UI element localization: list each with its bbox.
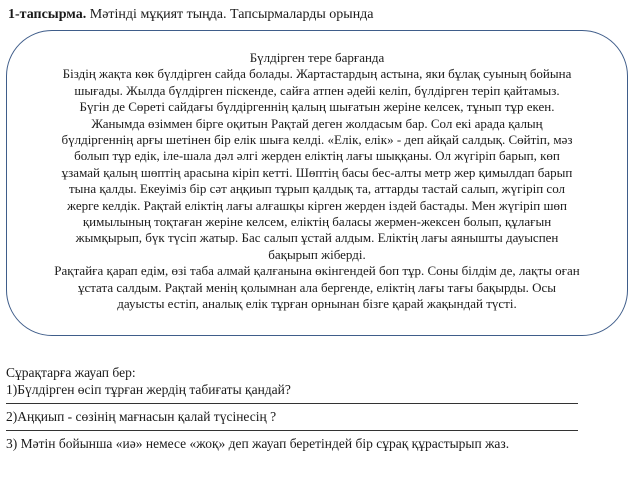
story-line: жерге келдік. Рақтай еліктің лағы алғашқы кірген жерден іздей бастады. Мен жүгіріп шөп (67, 197, 567, 213)
story-line: қимылының тоқтаған жеріне келсем, еліктің баласы жермен-жексен болып, құлағын (82, 214, 552, 230)
story-line: Бүгін де Сөреті сайдағы бүлдіргеннің қалың шығатын жеріне келсек, тұнып тұр екен. (79, 99, 555, 115)
question-2: 2)Аңқиып - сөзінің мағнасын қалай түсінесің ? (6, 409, 277, 424)
story-line: тына қалды. Екеуіміз бір сәт аңқиып тұрып қалдық та, аттарды тастай салып, жүгіріп сол (68, 181, 566, 197)
story-text (10, 50, 624, 313)
story-line: жымқырып, бүк түсіп жатыр. Бас салып ұстай алдым. Еліктің лағы аянышты дауыспен (75, 230, 559, 246)
story-line: болып тұр едік, іле-шала дәл әлгі жерден еліктің лағы шыққаны. Ол жүгіріп барып, көп (74, 148, 560, 164)
story-line: ұзамай қалың шөптің арасына кіріп кетті. Шөптің басы бес-алты метр жер қимылдап барып (61, 164, 573, 180)
task-label: 1-тапсырма. (8, 7, 87, 22)
task-header (8, 6, 628, 24)
story-line: Біздің жақта көк бүлдірген сайда болады. Жартастардың астына, яки бұлақ суының бойына (62, 66, 572, 82)
question-1: 1)Бүлдірген өсіп тұрған жердің табиғаты қандай? (6, 382, 291, 397)
story-line: бүлдіргеннің арғы шетінен бір елік шыға келді. «Елік, елік» - деп айқай салдық. Сөйтіп, мәз (61, 132, 573, 148)
question-3: 3) Мәтін бойынша «иә» немесе «жоқ» деп жауап беретіндей бір сұрақ құрастырып жаз. (6, 436, 510, 451)
story-line: бақырып жіберді. (268, 246, 366, 262)
questions-heading: Сұрақтарға жауап бер: (6, 365, 136, 380)
answer-line-1 (6, 403, 578, 404)
story-line: шығады. Жылда бүлдірген піскенде, сайға атпен әдейі келіп, бүлдірген теріп қайтамыз. (74, 82, 560, 98)
story-line: ұстата салдым. Рақтай менің қолымнан ала бергенде, еліктің лағы тағы бақырды. Осы (77, 279, 557, 295)
task-instruction: Мәтінді мұқият тыңда. Тапсырмаларды орында (89, 7, 374, 22)
story-line: Рақтайға қарап едім, өзі таба алмай қалғанына өкінгендей боп тұр. Соны білдім де, лақты оған (54, 263, 580, 279)
story-title: Бүлдірген тере барғанда (249, 50, 385, 65)
questions-section (6, 364, 626, 452)
answer-line-2 (6, 430, 578, 431)
story-line: дауысты естіп, аналық елік тұрған орнынан бізге қарай жақындай түсті. (117, 296, 517, 312)
story-line: Жанымда өзіммен бірге оқитын Рақтай деген жолдасым бар. Сол екі арада қалың (91, 115, 543, 131)
